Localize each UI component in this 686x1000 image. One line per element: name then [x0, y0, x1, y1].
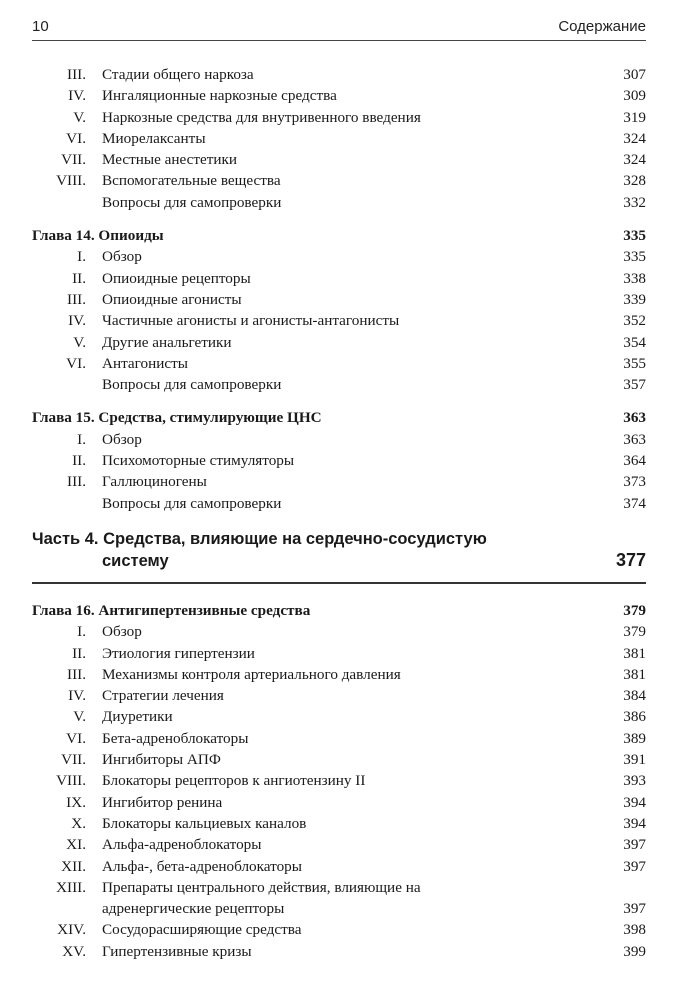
entry-page: 339 — [623, 290, 646, 308]
part-title-line-2: систему — [102, 551, 169, 570]
toc-entry[interactable] — [32, 289, 646, 310]
entry-page: 389 — [623, 729, 646, 747]
entry-number: III. — [67, 66, 86, 83]
entry-page: 394 — [623, 793, 646, 811]
entry-number: V. — [73, 708, 86, 726]
entry-number: XIV. — [57, 921, 86, 939]
toc-entry[interactable] — [32, 64, 646, 85]
entry-number: VII. — [61, 151, 86, 169]
part-title-line-1: Часть 4. Средства, влияющие на сердечно-сосудистую — [32, 529, 487, 548]
toc-entry[interactable] — [32, 813, 646, 834]
toc-entry[interactable] — [32, 192, 646, 213]
entry-page: 335 — [623, 248, 646, 266]
toc-entry[interactable] — [32, 429, 646, 450]
toc-entry[interactable] — [32, 471, 646, 492]
toc-entry[interactable] — [32, 643, 646, 664]
entry-page: 324 — [623, 151, 646, 169]
entry-number: XV. — [62, 942, 86, 960]
entry-page: 332 — [623, 193, 646, 211]
entry-title: Обзор — [102, 248, 142, 266]
entry-title: Местные анестетики — [102, 151, 238, 169]
entry-number: XIII. — [56, 878, 86, 896]
chapter-heading[interactable] — [32, 407, 646, 428]
entry-number: II. — [72, 269, 86, 287]
toc-entry[interactable] — [32, 834, 646, 855]
entry-page: 324 — [623, 129, 646, 147]
chapter-title: Глава 16. Антигипертензивные средства — [32, 601, 311, 619]
entry-page: 328 — [623, 172, 646, 190]
entry-number: XI. — [66, 836, 86, 854]
entry-title: Сосудорасширяющие средства — [102, 921, 302, 939]
entry-title: Этиология гипертензии — [102, 644, 255, 662]
toc-entry[interactable] — [32, 353, 646, 374]
toc-entry[interactable] — [32, 621, 646, 642]
entry-number: VIII. — [56, 172, 86, 190]
part-heading[interactable] — [32, 530, 646, 576]
entry-number: VI. — [66, 354, 86, 372]
chapter-heading[interactable] — [32, 225, 646, 246]
entry-number: III. — [67, 473, 86, 491]
entry-number: II. — [72, 644, 86, 662]
entry-number: X. — [71, 814, 86, 832]
running-header — [32, 14, 646, 40]
entry-page: 381 — [623, 665, 646, 683]
entry-page: 398 — [623, 921, 646, 939]
entry-page: 373 — [623, 473, 646, 491]
entry-title: Вопросы для самопроверки — [102, 376, 282, 394]
part-divider — [32, 582, 646, 584]
entry-number: III. — [67, 665, 86, 683]
entry-number: IV. — [68, 312, 86, 330]
entry-title: Альфа-адреноблокаторы — [102, 836, 262, 854]
entry-title: Вопросы для самопроверки — [102, 193, 282, 211]
toc-entry[interactable] — [32, 374, 646, 395]
entry-title: Диуретики — [102, 708, 173, 726]
part-page: 377 — [615, 549, 646, 570]
entry-title: Психомоторные стимуляторы — [102, 452, 295, 470]
entry-page: 384 — [623, 687, 646, 705]
toc-entry[interactable] — [32, 85, 646, 106]
toc-entry[interactable] — [32, 770, 646, 791]
entry-title: Опиоидные рецепторы — [102, 269, 251, 287]
entry-number: VII. — [61, 751, 86, 769]
entry-number: VI. — [66, 129, 86, 147]
entry-title: Вопросы для самопроверки — [102, 494, 282, 512]
entry-title: Гипертензивные кризы — [102, 942, 252, 960]
entry-page: 352 — [623, 312, 646, 330]
toc-entry[interactable] — [32, 149, 646, 170]
entry-title: Стратегии лечения — [102, 687, 224, 705]
entry-page: 397 — [623, 900, 646, 918]
entry-title: Миорелаксанты — [102, 129, 206, 147]
entry-page: 379 — [623, 623, 646, 641]
chapter-15 — [32, 407, 646, 513]
entry-number: IX. — [66, 793, 86, 811]
toc-entry[interactable] — [32, 493, 646, 514]
entry-title: Частичные агонисты и агонисты-антагонисты — [102, 312, 400, 330]
entry-page: 374 — [623, 494, 646, 512]
entry-page: 381 — [623, 644, 646, 662]
chapter-16 — [32, 600, 646, 962]
entry-title: Блокаторы кальциевых каналов — [102, 814, 307, 832]
running-title: Содержание — [558, 18, 646, 35]
entry-title: Альфа-, бета-адреноблокаторы — [102, 857, 302, 875]
entry-page: 363 — [623, 430, 646, 448]
chapter-title: Глава 14. Опиоиды — [32, 227, 164, 245]
toc-entry[interactable] — [32, 706, 646, 727]
toc-entry[interactable] — [32, 107, 646, 128]
toc-entry[interactable] — [32, 728, 646, 749]
entry-title: Обзор — [102, 430, 142, 448]
toc-entry[interactable] — [32, 877, 646, 920]
entry-title: Антагонисты — [102, 354, 188, 372]
toc-entry[interactable] — [32, 664, 646, 685]
entry-title: Ингаляционные наркозные средства — [102, 87, 337, 105]
entry-page: 399 — [623, 942, 646, 960]
entry-page: 355 — [623, 354, 646, 372]
toc-entry[interactable] — [32, 856, 646, 877]
entry-title: Наркозные средства для внутривенного введения — [102, 108, 421, 126]
toc-entry[interactable] — [32, 919, 646, 940]
entry-page: 397 — [623, 836, 646, 854]
entry-page: 309 — [623, 87, 646, 105]
entry-title: Препараты центрального действия, влияющие на адренергические рецепторы — [102, 878, 421, 918]
entry-number: IV. — [68, 687, 86, 705]
entry-page: 391 — [623, 751, 646, 769]
entry-number: VIII. — [56, 772, 86, 790]
entry-number: I. — [77, 248, 86, 266]
chapter-page: 335 — [623, 227, 646, 245]
toc-entry[interactable] — [32, 246, 646, 267]
toc-entry[interactable] — [32, 170, 646, 191]
toc-entry[interactable] — [32, 749, 646, 770]
page-number: 10 — [32, 18, 49, 35]
entry-title: Вспомогательные вещества — [102, 172, 281, 190]
entry-number: I. — [77, 623, 86, 641]
header-divider — [32, 40, 646, 41]
toc-entry[interactable] — [32, 332, 646, 353]
entry-page: 357 — [623, 376, 646, 394]
entry-page: 319 — [623, 108, 646, 126]
entry-page: 386 — [623, 708, 646, 726]
entry-number: VI. — [66, 729, 86, 747]
entry-page: 338 — [623, 269, 646, 287]
chapter-page: 363 — [623, 409, 646, 427]
entry-page: 354 — [623, 333, 646, 351]
toc-entry[interactable] — [32, 685, 646, 706]
entry-title: Стадии общего наркоза — [102, 66, 254, 83]
entry-page: 394 — [623, 814, 646, 832]
spacer — [32, 213, 646, 225]
entry-number: IV. — [68, 87, 86, 105]
entry-title: Механизмы контроля артериального давления — [102, 665, 401, 683]
entry-number: XII. — [61, 857, 86, 875]
entry-title: Галлюциногены — [102, 473, 207, 491]
entry-number: V. — [73, 108, 86, 126]
entry-title: Блокаторы рецепторов к ангиотензину II — [102, 772, 366, 790]
entry-title: Другие анальгетики — [102, 333, 232, 351]
toc-entry[interactable] — [32, 310, 646, 331]
entry-page: 397 — [623, 857, 646, 875]
entry-number: III. — [67, 290, 86, 308]
entry-number: I. — [77, 430, 86, 448]
toc-entry[interactable] — [32, 128, 646, 149]
entry-page: 364 — [623, 452, 646, 470]
section-block-1 — [32, 64, 646, 213]
entry-title: Ингибиторы АПФ — [102, 751, 221, 769]
entry-title: Опиоидные агонисты — [102, 290, 242, 308]
chapter-14 — [32, 225, 646, 395]
toc-entry[interactable] — [32, 792, 646, 813]
entry-number: V. — [73, 333, 86, 351]
entry-number: II. — [72, 452, 86, 470]
spacer — [32, 395, 646, 407]
chapter-page: 379 — [623, 601, 646, 619]
table-of-contents — [32, 64, 646, 962]
entry-page: 307 — [623, 66, 646, 83]
toc-entry[interactable] — [32, 450, 646, 471]
entry-title: Обзор — [102, 623, 142, 641]
chapter-title: Глава 15. Средства, стимулирующие ЦНС — [32, 409, 322, 427]
entry-title: Ингибитор ренина — [102, 793, 223, 811]
entry-page: 393 — [623, 772, 646, 790]
entry-title: Бета-адреноблокаторы — [102, 729, 249, 747]
toc-entry[interactable] — [32, 268, 646, 289]
chapter-heading[interactable] — [32, 600, 646, 621]
toc-entry[interactable] — [32, 941, 646, 962]
